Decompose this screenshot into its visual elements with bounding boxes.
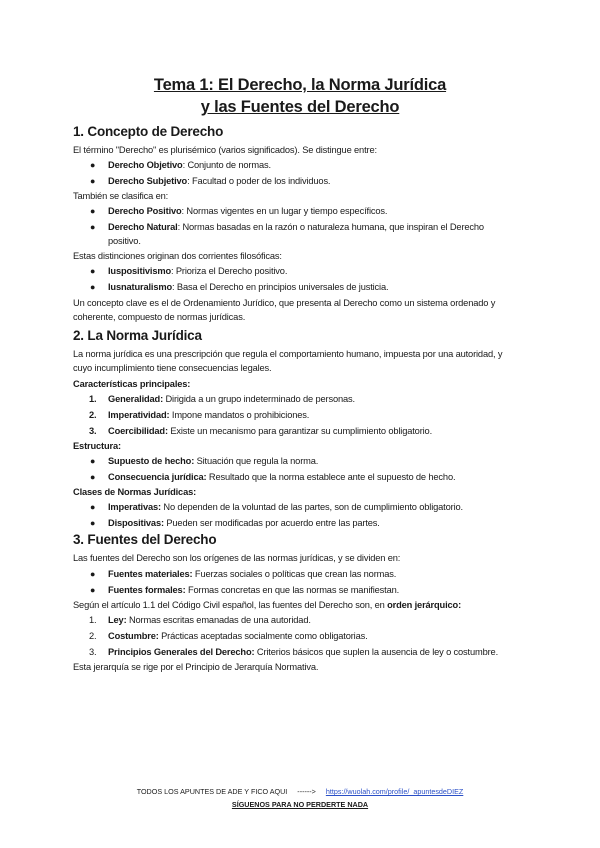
list-item: ● Consecuencia jurídica: Resultado que la norma establece ante el supuesto de hecho. bbox=[90, 472, 456, 482]
section-1-intro: El término "Derecho" es plurisémico (varios significados). Se distingue entre: bbox=[73, 145, 377, 155]
list-item: 1. Ley: Normas escritas emanadas de una autoridad. bbox=[89, 615, 311, 625]
bullet-icon: ● bbox=[90, 282, 96, 292]
list-item: ● Fuentes materiales: Fuerzas sociales o políticas que crean las normas. bbox=[90, 569, 397, 579]
list-item: ● Derecho Natural: Normas basadas en la razón o naturaleza humana, que inspiran el Derecho bbox=[90, 222, 484, 232]
section-1-also: También se clasifica en: bbox=[73, 191, 169, 201]
bullet-icon: ● bbox=[90, 456, 96, 466]
bullet-icon: ● bbox=[90, 518, 96, 528]
footer-promo-text: TODOS LOS APUNTES DE ADE Y FICO AQUI bbox=[136, 787, 288, 796]
bullet-icon: ● bbox=[90, 176, 96, 186]
footer-promo bbox=[0, 787, 600, 796]
document-title-line-1: Tema 1: El Derecho, la Norma Jurídica bbox=[153, 76, 447, 94]
section-1-closing-2: coherente, compuesto de normas jurídicas. bbox=[73, 312, 246, 322]
bullet-icon: ● bbox=[90, 206, 96, 216]
list-item: ● Supuesto de hecho: Situación que regula la norma. bbox=[90, 456, 319, 466]
list-item: ● Derecho Objetivo: Conjunto de normas. bbox=[90, 160, 271, 170]
footer-profile-link[interactable]: https://wuolah.com/profile/_apuntesdeDIEZ bbox=[325, 787, 464, 796]
list-item: 3. Principios Generales del Derecho: Criterios básicos que suplen la ausencia de ley o costumbre. bbox=[89, 647, 499, 657]
list-item: ● Derecho Positivo: Normas vigentes en un lugar y tiempo específicos. bbox=[90, 206, 388, 216]
section-2-heading: 2. La Norma Jurídica bbox=[73, 328, 202, 343]
bullet-icon: ● bbox=[90, 222, 96, 232]
list-item: ● Derecho Subjetivo: Facultad o poder de los individuos. bbox=[90, 176, 331, 186]
section-3-order: Según el artículo 1.1 del Código Civil español, las fuentes del Derecho son, en orden jerárquico: bbox=[73, 600, 462, 610]
section-1-closing-1: Un concepto clave es el de Ordenamiento Jurídico, que presenta al Derecho como un sistema ordenado y bbox=[73, 298, 496, 308]
list-item-continuation: positivo. bbox=[108, 236, 141, 246]
footer-follow: SÍGUENOS PARA NO PERDERTE NADA bbox=[231, 800, 369, 809]
list-item: ● Iusnaturalismo: Basa el Derecho en principios universales de justicia. bbox=[90, 282, 389, 292]
list-item: ● Fuentes formales: Formas concretas en que las normas se manifiestan. bbox=[90, 585, 400, 595]
structure-label: Estructura: bbox=[73, 441, 121, 451]
types-label: Clases de Normas Jurídicas: bbox=[73, 487, 197, 497]
section-3-closing: Esta jerarquía se rige por el Principio de Jerarquía Normativa. bbox=[73, 662, 319, 672]
bullet-icon: ● bbox=[90, 502, 96, 512]
bullet-icon: ● bbox=[90, 266, 96, 276]
section-3-heading: 3. Fuentes del Derecho bbox=[73, 532, 217, 547]
characteristics-label: Características principales: bbox=[73, 379, 191, 389]
list-item: 1. Generalidad: Dirigida a un grupo indeterminado de personas. bbox=[89, 394, 355, 404]
footer-arrow: ------> bbox=[297, 787, 316, 796]
section-2-intro-1: La norma jurídica es una prescripción que regula el comportamiento humano, impuesta por una autoridad, y bbox=[73, 349, 503, 359]
list-item: 3. Coercibilidad: Existe un mecanismo para garantizar su cumplimiento obligatorio. bbox=[89, 426, 433, 436]
list-item: ● Imperativas: No dependen de la voluntad de las partes, son de cumplimiento obligatorio. bbox=[90, 502, 463, 512]
section-3-intro: Las fuentes del Derecho son los orígenes de las normas jurídicas, y se dividen en: bbox=[73, 553, 401, 563]
section-1-currents: Estas distinciones originan dos corrientes filosóficas: bbox=[73, 251, 282, 261]
section-2-intro-2: cuyo incumplimiento tiene consecuencias legales. bbox=[73, 363, 272, 373]
bullet-icon: ● bbox=[90, 160, 96, 170]
list-item: ● Dispositivas: Pueden ser modificadas por acuerdo entre las partes. bbox=[90, 518, 380, 528]
list-item: 2. Costumbre: Prácticas aceptadas socialmente como obligatorias. bbox=[89, 631, 368, 641]
bullet-icon: ● bbox=[90, 569, 96, 579]
list-item: ● Iuspositivismo: Prioriza el Derecho positivo. bbox=[90, 266, 288, 276]
bullet-icon: ● bbox=[90, 472, 96, 482]
document-title-line-2: y las Fuentes del Derecho bbox=[200, 98, 400, 116]
list-item: 2. Imperatividad: Impone mandatos o prohibiciones. bbox=[89, 410, 310, 420]
bullet-icon: ● bbox=[90, 585, 96, 595]
section-1-heading: 1. Concepto de Derecho bbox=[73, 124, 224, 139]
